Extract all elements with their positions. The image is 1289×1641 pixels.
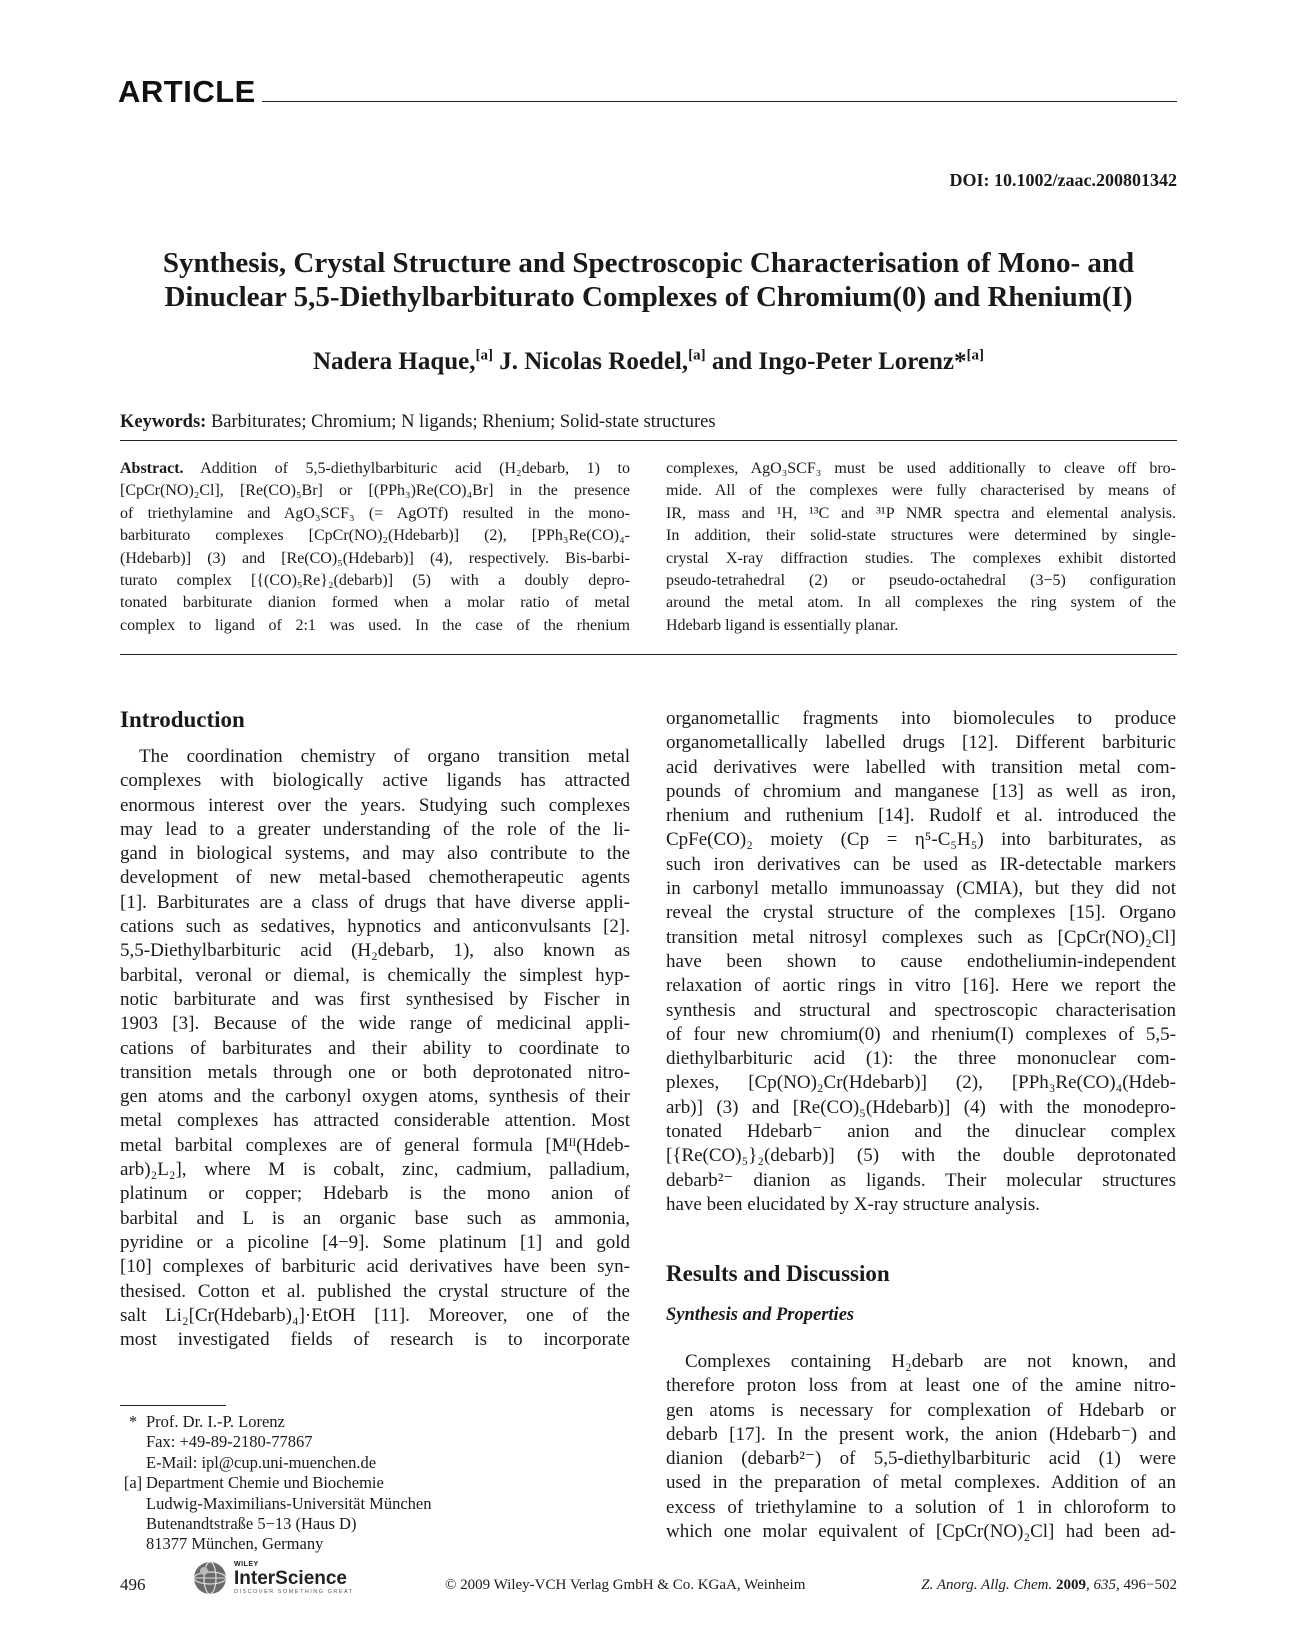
body-line: in carbonyl metallo immunoassay (CMIA), but they did not [666,878,1176,900]
body-line: have been elucidated by X-ray structure analysis. [666,1193,1041,1215]
interscience-logo [190,1557,360,1599]
footnote-rule [120,1405,226,1406]
abstract-rule [120,654,1177,655]
abstract-line: crystal X-ray diffraction studies. The complexes exhibit distorted [666,549,1176,567]
keywords-rule [120,440,1177,441]
body-line: most investigated fields of research is to incorporate [120,1329,630,1351]
abstract-line: In addition, their solid-state structures were determined by single- [666,527,1176,545]
body-line: barbital, veronal or diemal, is chemically the simplest hyp- [120,964,630,986]
abstract-line: [CpCr(NO)₂Cl], [Re(CO)₅Br] or [(PPh₃)Re(CO)₄Br] in the presence [120,482,630,500]
abstract-label: Abstract. [120,460,184,477]
title-line-1: Synthesis, Crystal Structure and Spectroscopic Characterisation of Mono- and [162,247,1135,279]
body-line: The coordination chemistry of organo transition metal [139,746,630,767]
body-line: diethylbarbituric acid (1): the three mononuclear com- [666,1048,1176,1070]
body-line: metal complexes has attracted considerable attention. Most [120,1110,630,1132]
abstract-line: Hdebarb ligand is essentially planar. [666,616,899,634]
body-line: may lead to a greater understanding of the role of the li- [120,818,630,840]
keywords [120,412,716,433]
abstract-line: (Hdebarb)] (3) and [Re(CO)₅(Hdebarb)] (4), respectively. Bis-barbi- [120,549,630,567]
body-line: arb)] (3) and [Re(CO)₅(Hdebarb)] (4) with the monodepro- [666,1096,1176,1118]
footnote-line: Butenandtstraße 5−13 (Haus D) [146,1514,357,1534]
body-line: CpFe(CO)₂ moiety (Cp = η⁵-C₅H₅) into barbiturates, as [666,829,1176,851]
article-label: ARTICLE [118,74,256,109]
body-line: transition metal nitrosyl complexes such as [CpCr(NO)₂Cl] [666,926,1176,948]
journal-name: Z. Anorg. Allg. Chem. [921,1577,1053,1593]
footnote-fax: Fax: +49-89-2180-77867 [146,1432,313,1452]
body-line: dianion (debarb²⁻) of 5,5-diethylbarbituric acid (1) were [666,1448,1176,1470]
journal-volume: 635 [1093,1577,1117,1593]
abstract-left-column [120,458,630,637]
body-line: notic barbiturate and was first synthesised by Fischer in [120,988,630,1010]
journal-year: 2009 [1056,1577,1087,1593]
keywords-text: Barbiturates; Chromium; N ligands; Rhenium; Solid-state structures [206,412,716,432]
author-2-affiliation: [a] [688,347,706,364]
body-line: development of new metal-based chemotherapeutic agents [120,867,630,889]
author-1-affiliation: [a] [475,347,493,364]
footnote-line: * Prof. Dr. I.-P. Lorenz [120,1412,432,1432]
logo-wiley: WILEY [234,1561,259,1568]
body-line: pounds of chromium and manganese [13] as well as iron, [666,780,1176,802]
body-line: [10] complexes of barbituric acid derivatives have been syn- [120,1256,630,1278]
body-line: enormous interest over the years. Studying such complexes [120,794,630,816]
logo-interscience: InterScience [234,1568,347,1589]
abstract-line: complexes, AgO₃SCF₃ must be used additionally to cleave off bro- [666,460,1176,477]
body-line: therefore proton loss from at least one of the amine nitro- [666,1375,1176,1397]
body-line: Complexes containing H₂debarb are not known, and [685,1351,1176,1372]
footnote-line: 81377 München, Germany [146,1534,324,1554]
abstract-line: pseudo-tetrahedral (2) or pseudo-octahedral (3−5) configuration [666,572,1176,590]
footnote-line: [a] Department Chemie und Biochemie [120,1473,432,1493]
introduction-heading: Introduction [120,707,245,732]
body-line: of four new chromium(0) and rhenium(I) complexes of 5,5- [666,1023,1176,1045]
results-column [666,1350,1176,1544]
body-line: arb)₂L₂], where M is cobalt, zinc, cadmium, palladium, [120,1159,630,1181]
author-2: J. Nicolas Roedel, [493,348,689,375]
abstract-line: Abstract. Addition of 5,5-diethylbarbituric acid (H₂debarb, 1) to [120,460,630,477]
abstract-line: turato complex [{(CO)₅Re}₂(debarb)] (5) with a doubly depro- [120,572,630,590]
logo-tagline: DISCOVER SOMETHING GREAT [234,1589,354,1595]
journal-citation: Z. Anorg. Allg. Chem. 2009, 635, 496−502 [921,1577,1177,1593]
author-list [120,348,1177,376]
author-1: Nadera Haque, [313,348,476,375]
body-line: debarb [17]. In the present work, the anion (Hdebarb⁻) and [666,1423,1176,1445]
body-line: gen atoms is necessary for complexation of Hdebarb or [666,1399,1176,1421]
body-line: tonated Hdebarb⁻ anion and the dinuclear complex [666,1121,1176,1143]
header-rule [262,101,1177,102]
footnote-email[interactable]: E-Mail: ipl@cup.uni-muenchen.de [146,1452,377,1472]
author-3-affiliation: [a] [966,347,984,364]
introduction-left-column [120,745,630,1352]
body-line: pyridine or a picoline [4−9]. Some platinum [1] and gold [120,1231,630,1253]
body-line: acid derivatives were labelled with transition metal com- [666,756,1176,778]
body-line: 1903 [3]. Because of the wide range of medicinal appli- [120,1013,630,1035]
body-line: rhenium and ruthenium [14]. Rudolf et al. introduced the [666,805,1176,827]
abstract-line: complex to ligand of 2:1 was used. In the case of the rhenium [120,616,630,634]
body-line: excess of triethylamine to a solution of 1 in chloroform to [666,1496,1176,1518]
body-line: cations such as sedatives, hypnotics and anticonvulsants [2]. [120,916,630,938]
journal-pages: , 496−502 [1116,1577,1177,1593]
footnote [120,1412,432,1555]
body-line: which one molar equivalent of [CpCr(NO)₂Cl] had been ad- [666,1521,1176,1543]
body-line: thesised. Cotton et al. published the crystal structure of the [120,1280,630,1302]
abstract-line: of triethylamine and AgO₃SCF₃ (= AgOTf) resulted in the mono- [120,504,630,522]
body-line: plexes, [Cp(NO)₂Cr(Hdebarb)] (2), [PPh₃Re(CO)₄(Hdeb- [666,1072,1176,1094]
body-line: relaxation of aortic rings in vitro [16]. Here we report the [666,975,1176,997]
paper-title [120,246,1177,314]
body-line: cations of barbiturates and their ability to coordinate to [120,1037,630,1059]
abstract-line: around the metal atom. In all complexes the ring system of the [666,594,1176,612]
doi: DOI: 10.1002/zaac.200801342 [949,170,1177,190]
body-line: platinum or copper; Hdebarb is the mono anion of [120,1183,630,1205]
body-line: organometallically labelled drugs [12]. Different barbituric [666,732,1176,754]
abstract-line: mide. All of the complexes were fully characterised by means of [666,482,1176,500]
affiliation-mark: [a] [123,1473,143,1493]
body-line: have been shown to cause endotheliumin-independent [666,950,1176,972]
body-line: barbital and L is an organic base such as ammonia, [120,1207,630,1229]
body-line: gen atoms and the carbonyl oxygen atoms, synthesis of their [120,1086,630,1108]
synthesis-subheading: Synthesis and Properties [666,1305,855,1325]
body-line: synthesis and structural and spectroscopic characterisation [666,999,1176,1021]
footnote-line: Ludwig-Maximilians-Universität München [146,1493,432,1513]
abstract-line: barbiturato complexes [CpCr(NO)₂(Hdebarb)] (2), [PPh₃Re(CO)₄- [120,527,630,545]
results-heading: Results and Discussion [666,1261,890,1286]
body-line: gand in biological systems, and may also contribute to the [120,843,630,865]
author-3: and Ingo-Peter Lorenz* [705,348,967,375]
body-line: [{Re(CO)₅}₂(debarb)] (5) with the double deprotonated [666,1145,1176,1167]
introduction-right-column [666,707,1176,1217]
footnote-star: * [128,1412,138,1431]
body-line: metal barbital complexes are of general formula [Mᴵᴵ(Hdeb- [120,1134,630,1156]
globe-icon [190,1558,230,1598]
body-line: salt Li₂[Cr(Hdebarb)₄]·EtOH [11]. Moreover, one of the [120,1304,630,1326]
page-number: 496 [120,1575,146,1594]
body-line: 5,5-Diethylbarbituric acid (H₂debarb, 1), also known as [120,940,630,962]
copyright: © 2009 Wiley-VCH Verlag GmbH & Co. KGaA, Weinheim [445,1577,806,1593]
body-line: organometallic fragments into biomolecules to produce [666,708,1176,729]
body-line: transition metals through one or both deprotonated nitro- [120,1061,630,1083]
body-line: such iron derivatives can be used as IR-detectable markers [666,853,1176,875]
body-line: used in the preparation of metal complexes. Addition of an [666,1472,1176,1494]
title-line-2: Dinuclear 5,5-Diethylbarbiturato Complexes of Chromium(0) and Rhenium(I) [164,281,1133,313]
body-line: debarb²⁻ dianion as ligands. Their molecular structures [666,1169,1176,1191]
body-line: complexes with biologically active ligands has attracted [120,770,630,792]
keywords-label: Keywords: [120,412,207,432]
abstract-line: IR, mass and ¹H, ¹³C and ³¹P NMR spectra and elemental analysis. [666,504,1176,522]
body-line: [1]. Barbiturates are a class of drugs that have diverse appli- [120,891,630,913]
abstract-right-column [666,458,1176,637]
body-line: reveal the crystal structure of the complexes [15]. Organo [666,902,1176,924]
abstract-line: tonated barbiturate dianion formed when a molar ratio of metal [120,594,630,612]
